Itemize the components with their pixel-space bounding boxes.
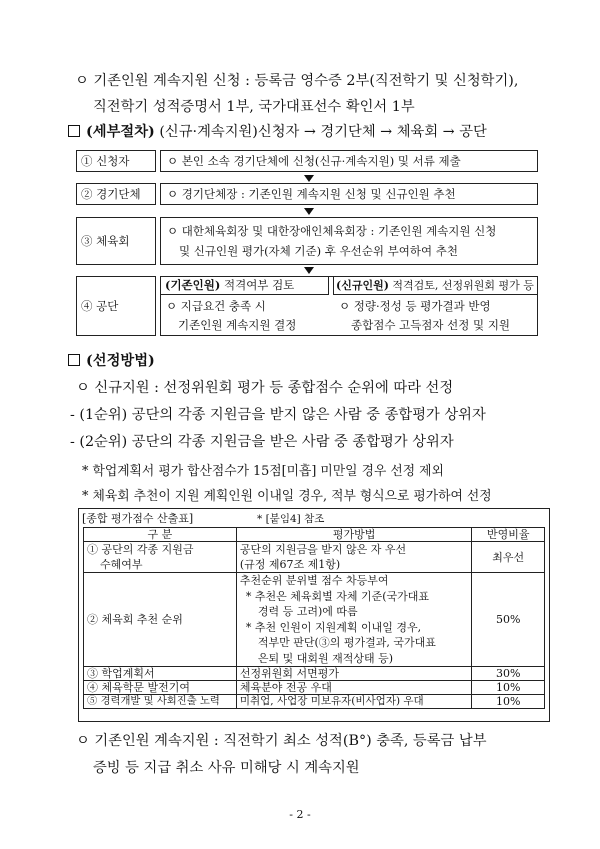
selection-heading (68, 350, 155, 370)
row-3-category: ③ 학업계획서 (84, 667, 237, 681)
cell-line: 공단의 지원금을 받지 않은 자 우선 (239, 543, 407, 556)
new-title-rest: 적격검토, 선정위원회 평가 등 (388, 279, 534, 292)
step-3-body (160, 217, 538, 265)
page-number: - 2 - (289, 808, 311, 821)
step-4-label: ④ 공단 (76, 276, 156, 336)
cell-line: ② 체육회 추천 순위 (87, 612, 183, 626)
cell-line: 은퇴 및 대회원 재적상태 등) (257, 651, 394, 665)
row-4-method: 체육분야 전공 우대 (236, 681, 472, 695)
rank-2-line: - (2순위) 공단의 각종 지원금을 받은 사람 중 종합평가 상위자 (70, 434, 454, 450)
step-3-line-2: 및 신규인원 평가(자체 기준) 후 우선순위 부여하여 추천 (179, 244, 458, 258)
row-5-category: ⑤ 경력개발 및 사회진출 노력 (84, 695, 237, 709)
cell-line: 적부만 판단(③의 평가결과, 국가대표 (257, 636, 436, 649)
new-support-line: ㅇ 신규지원 : 선정위원회 평가 등 종합점수 순위에 따라 선정 (76, 380, 454, 396)
step-3-line-1: ㅇ 대한체육회장 및 대한장애인체육회장 : 기존인원 계속지원 신청 (167, 224, 497, 238)
new-line-2: 종합점수 고득점자 선정 및 지원 (351, 318, 511, 332)
new-line-1: ㅇ 정량·정성 등 평가결과 반영 (339, 299, 491, 313)
note-1: * 학업계획서 평가 합산점수가 15점[미흡] 미만일 경우 선정 제외 (82, 464, 444, 479)
existing-line-2: 기존인원 계속지원 결정 (178, 318, 297, 332)
procedure-heading-bold: (세부절차) (86, 124, 155, 140)
table-row (84, 667, 545, 681)
intro-line-1: ㅇ 기존인원 계속지원 신청 : 등록금 영수증 2부(직전학기 및 신청학기), (75, 73, 519, 89)
row-3-ratio: 30% (472, 667, 545, 681)
step-1-label: ① 신청자 (76, 150, 156, 172)
step-4-body (160, 276, 538, 336)
intro-line-2: 직전학기 성적증명서 1부, 국가대표선수 확인서 1부 (93, 99, 415, 115)
row-1-ratio: 최우선 (472, 542, 545, 573)
score-table (83, 527, 545, 709)
header-method: 평가방법 (236, 528, 472, 542)
cell-line: ① 공단의 각종 지원금 (87, 543, 194, 556)
step-1-body: ㅇ 본인 소속 경기단체에 신청(신규·계속지원) 및 서류 제출 (160, 150, 538, 172)
row-1-category (84, 542, 237, 573)
table-row (84, 542, 545, 573)
continuing-line-2: 증빙 등 지급 취소 사유 미해당 시 계속지원 (93, 760, 360, 776)
checkbox-square-icon (68, 125, 80, 137)
note-2: * 체육회 추천이 지원 계획인원 이내일 경우, 적부 형식으로 평가하여 선정 (82, 489, 492, 504)
continuing-line-1: ㅇ 기존인원 계속지원 : 직전학기 최소 성적(B°) 충족, 등록금 납부 (76, 733, 487, 749)
table-row (84, 573, 545, 667)
cell-line: 경력 등 고려)에 따름 (257, 605, 358, 618)
existing-line-1: ㅇ 지급요건 충족 시 (166, 299, 266, 313)
row-2-ratio: 50% (472, 573, 545, 667)
row-5-method: 미취업, 사업장 미보유자(비사업자) 우대 (236, 695, 472, 709)
cell-line: 수혜여부 (100, 558, 143, 571)
row-3-method: 선정위원회 서면평가 (236, 667, 472, 681)
step-2-body: ㅇ 경기단체장 : 기존인원 계속지원 신청 및 신규인원 추천 (160, 183, 538, 205)
existing-title-rest: 적격여부 검토 (220, 278, 295, 292)
cell-line: * 추천은 체육회별 자체 기준(국가대표 (245, 589, 430, 603)
rank-1-line: - (1순위) 공단의 각종 지원금을 받지 않은 사람 중 종합평가 상위자 (70, 407, 486, 423)
cell-line: (규정 제67조 제1항) (239, 558, 341, 571)
table-row (84, 681, 545, 695)
cell-line: * 추천 인원이 지원계획 이내일 경우, (245, 620, 422, 634)
row-5-ratio: 10% (472, 695, 545, 709)
table-header-row (84, 528, 545, 542)
header-ratio: 반영비율 (472, 528, 545, 542)
down-arrow-icon (304, 175, 314, 182)
checkbox-square-icon (68, 354, 80, 366)
score-table-caption: [종합 평가점수 산출표] (82, 512, 194, 525)
step-4-new-title (333, 277, 538, 295)
down-arrow-icon (304, 208, 314, 215)
existing-title-bold: (기존인원) (165, 278, 221, 292)
step-4-existing-title (161, 277, 329, 295)
row-2-method (236, 573, 472, 667)
procedure-heading (68, 121, 487, 141)
row-2-category (84, 573, 237, 667)
row-4-category: ④ 체육학문 발전기여 (84, 681, 237, 695)
row-4-ratio: 10% (472, 681, 545, 695)
new-title-bold: (신규인원) (336, 279, 389, 292)
score-table-frame (78, 508, 550, 722)
step-3-label: ③ 체육회 (76, 217, 156, 265)
cell-line: 추천순위 분위별 점수 차등부여 (239, 574, 389, 587)
header-category: 구 분 (84, 528, 237, 542)
step-2-label: ② 경기단체 (76, 183, 156, 205)
row-1-method (236, 542, 472, 573)
table-row (84, 695, 545, 709)
score-table-caption-note: * [붙임4] 참조 (257, 513, 325, 525)
down-arrow-icon (304, 267, 314, 274)
procedure-heading-rest: (신규·계속지원)신청자 → 경기단체 → 체육회 → 공단 (154, 124, 487, 140)
selection-heading-text: (선정방법) (86, 353, 155, 369)
